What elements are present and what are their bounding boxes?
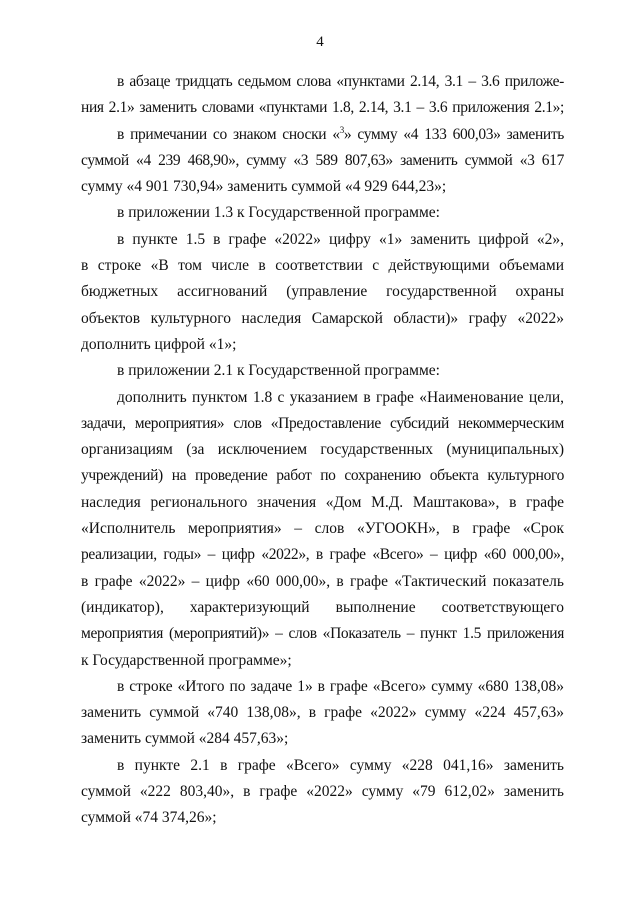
paragraph-total-task-1 [81, 674, 564, 753]
text-line: сумму «4 901 730,94» заменить суммой «4 929 644,23»; [81, 178, 447, 196]
text-line: суммой «4 239 468,90», сумму «3 589 807,63» заменить суммой «3 617 [81, 151, 564, 169]
text-line: суммой «74 374,26»; [81, 809, 217, 827]
text-line: в абзаце тридцать седьмом слова «пунктами 2.14, 3.1 – 3.6 приложе- [117, 73, 564, 90]
text-line: задачи, мероприятия» слов «Предоставление субсидий некоммерческим [81, 414, 564, 432]
text-line: учреждений) на проведение работ по сохранению объекта культурного [81, 467, 564, 485]
page-number: 4 [316, 34, 324, 50]
paragraph-amend-paragraph-37 [81, 69, 564, 122]
text-line: организациям (за исключением государственных (муниципальных) [81, 441, 564, 459]
text-line: объектов культурного наследия Самарской области)» графу «2022» [81, 309, 564, 327]
text-line: наследия регионального значения «Дом М.Д. Маштакова», в графе [81, 493, 564, 511]
paragraph-item-1-5 [81, 227, 564, 358]
text-line: дополнить пунктом 1.8 с указанием в графе «Наименование цели, [117, 388, 564, 406]
paragraph-footnote-note [81, 122, 564, 201]
text-segment: в примечании со знаком сноски « [117, 125, 340, 143]
text-line: дополнить цифрой «1»; [81, 335, 237, 353]
text-line: реализации, годы» – цифр «2022», в графе «Всего» – цифр «60 000,00», [81, 546, 564, 564]
text-line: к Государственной программе»; [81, 651, 292, 669]
text-line: в приложении 2.1 к Государственной программе: [117, 362, 440, 380]
text-line: в графе «2022» – цифр «60 000,00», в графе «Тактический показатель [81, 572, 564, 590]
text-line: бюджетных ассигнований (управление государственной охраны [81, 283, 564, 301]
paragraph-item-2-1 [81, 753, 564, 832]
text-line: ния 2.1» заменить словами «пунктами 1.8, 2.14, 3.1 – 3.6 приложения 2.1»; [81, 99, 564, 117]
text-line: (индикатор), характеризующий выполнение соответствующего [81, 598, 564, 616]
text-line: заменить суммой «284 457,63»; [81, 730, 289, 748]
text-line: в приложении 1.3 к Государственной программе: [117, 204, 440, 222]
text-line: в строке «Итого по задаче 1» в графе «Всего» сумму «680 138,08» [117, 677, 564, 695]
paragraph-add-item-1-8 [81, 385, 564, 674]
text-segment: » сумму «4 133 600,03» заменить [343, 125, 564, 143]
text-line: мероприятия (мероприятий)» – слов «Показатель – пункт 1.5 приложения [81, 625, 564, 643]
paragraph-appendix-1-3-heading [81, 200, 564, 226]
footnote-mark: 3 [339, 124, 344, 135]
text-line: в пункте 2.1 в графе «Всего» сумму «228 041,16» заменить [117, 756, 564, 774]
text-line: заменить суммой «740 138,08», в графе «2022» сумму «224 457,63» [81, 704, 564, 722]
paragraph-appendix-2-1-heading [81, 358, 564, 384]
text-line: в строке «В том числе в соответствии с действующими объемами [81, 257, 564, 275]
text-line [81, 122, 564, 148]
text-line: в пункте 1.5 в графе «2022» цифру «1» заменить цифрой «2», [117, 230, 564, 248]
text-line: «Исполнитель мероприятия» – слов «УГООКН», в графе «Срок [81, 520, 564, 538]
document-body [81, 69, 564, 832]
text-line: суммой «222 803,40», в графе «2022» сумму «79 612,02» заменить [81, 783, 564, 801]
